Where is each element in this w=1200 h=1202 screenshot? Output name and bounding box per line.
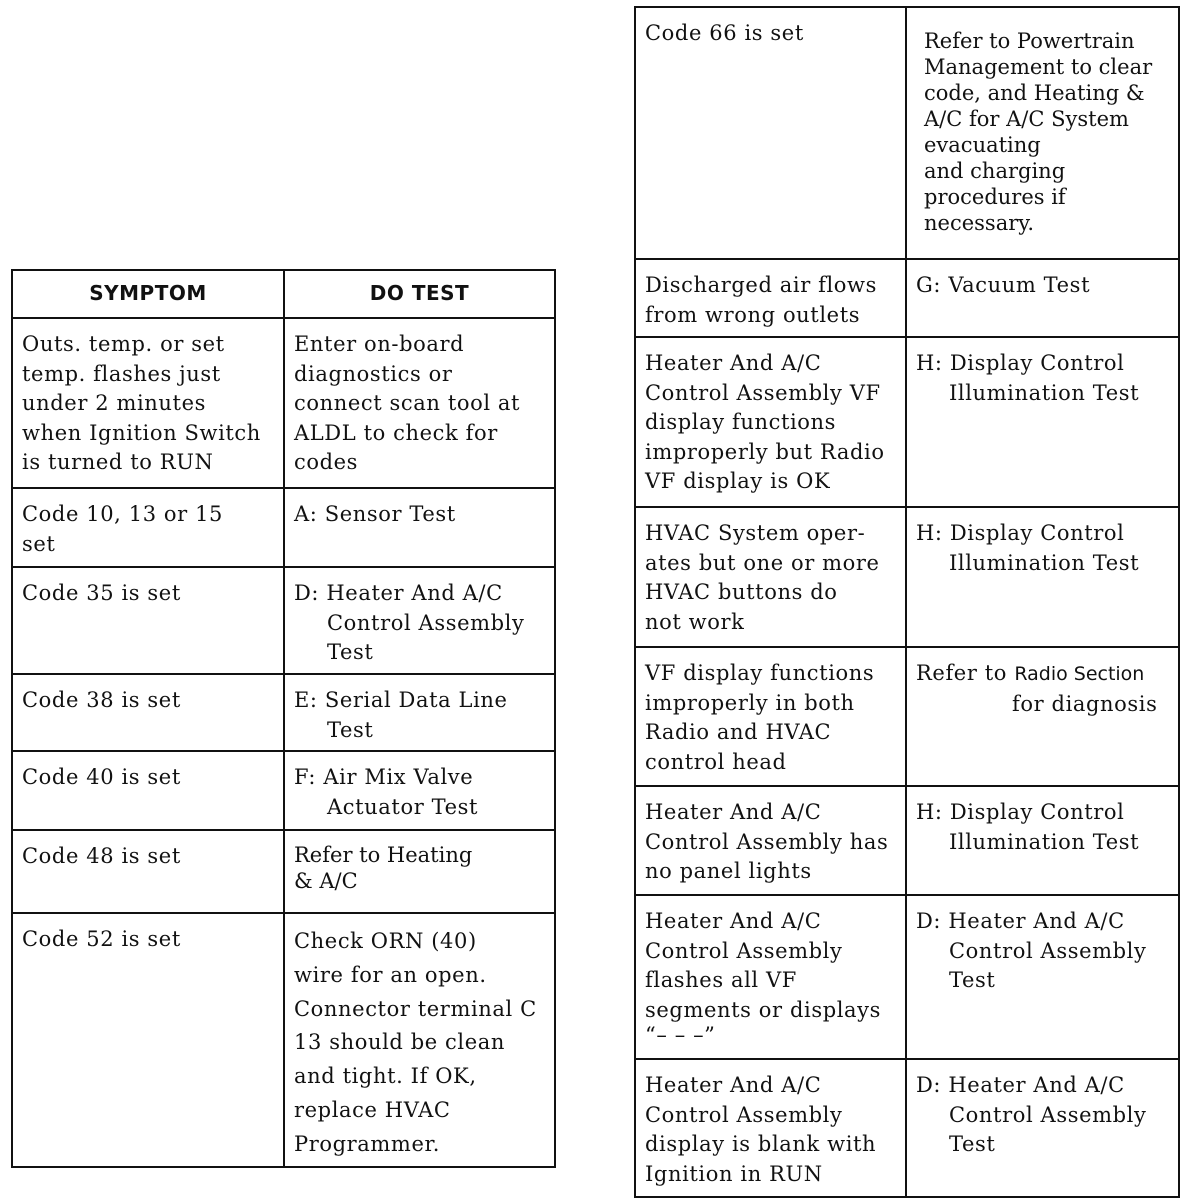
test-text: code, and Heating & <box>924 81 1145 105</box>
symptom-text: Control Assembly <box>645 938 843 963</box>
test-text: connect scan tool at <box>294 391 521 415</box>
test-text: Test <box>949 1132 996 1156</box>
symptom-text: HVAC buttons do <box>645 580 838 604</box>
symptom-text: Heater And A/C <box>645 909 822 933</box>
symptom-text: display functions <box>645 410 837 434</box>
symptom-cell <box>12 567 284 674</box>
symptom-text: improperly but Radio <box>645 439 885 464</box>
symptom-text: Code 52 is set <box>22 927 181 951</box>
symptom-text: “– – –” <box>645 1023 716 1047</box>
table-header-row <box>12 270 555 318</box>
symptom-text: HVAC System oper- <box>645 521 866 545</box>
symptom-text: Heater And A/C <box>645 800 822 824</box>
symptom-text: Code 10, 13 or 15 <box>22 502 224 526</box>
symptom-text: no panel lights <box>645 859 812 883</box>
test-text: D: Heater And A/C <box>294 581 503 605</box>
symptom-header: SYMPTOM <box>12 270 284 318</box>
test-cell <box>284 674 555 751</box>
test-text: Illumination Test <box>949 550 1140 575</box>
test-text: Test <box>327 640 374 664</box>
symptom-text: Code 66 is set <box>645 21 804 45</box>
table-row <box>12 567 555 674</box>
test-text: Programmer. <box>294 1131 441 1156</box>
table-row <box>635 259 1179 337</box>
test-cell <box>284 567 555 674</box>
test-text: Control Assembly <box>949 938 1147 963</box>
symptom-text: flashes all VF <box>645 968 797 992</box>
test-cell <box>284 913 555 1167</box>
test-text: and tight. If OK, <box>294 1064 477 1089</box>
test-text: wire for an open. <box>294 962 487 987</box>
symptom-text: VF display functions <box>645 661 875 685</box>
symptom-cell <box>12 674 284 751</box>
symptom-text: Code 38 is set <box>22 688 181 712</box>
symptom-text: when Ignition Switch <box>22 420 261 445</box>
symptom-text: not work <box>645 609 745 634</box>
symptom-cell <box>12 751 284 830</box>
test-text: replace HVAC <box>294 1097 451 1122</box>
symptom-cell <box>635 507 906 647</box>
test-text: F: Air Mix Valve <box>294 765 474 789</box>
test-text: Check ORN (40) <box>294 929 477 953</box>
test-text: 13 should be clean <box>294 1030 505 1055</box>
table-row <box>12 488 555 567</box>
symptom-text: Outs. temp. or set <box>22 332 225 356</box>
symptom-text: is turned to RUN <box>22 450 214 474</box>
test-text: Test <box>949 968 996 992</box>
table-row <box>635 7 1179 259</box>
test-cell <box>906 786 1179 895</box>
test-text: & A/C <box>294 869 358 893</box>
test-cell <box>906 259 1179 337</box>
test-text: Actuator Test <box>327 794 479 819</box>
test-text: Illumination Test <box>949 829 1140 854</box>
symptom-text: from wrong outlets <box>645 302 861 327</box>
symptom-text: ates but one or more <box>645 550 880 575</box>
right-diagnosis-table <box>634 6 1180 1198</box>
test-cell <box>284 318 555 488</box>
symptom-cell <box>635 647 906 786</box>
test-text: Connector terminal C <box>294 996 537 1021</box>
symptom-cell <box>12 913 284 1167</box>
table-row <box>12 830 555 913</box>
test-text: and charging <box>924 159 1066 183</box>
test-cell <box>906 647 1179 786</box>
table-row <box>635 786 1179 895</box>
radio-section-ref: Radio Section <box>1014 663 1145 685</box>
table-row <box>635 337 1179 507</box>
test-text <box>916 659 1170 690</box>
symptom-cell <box>12 318 284 488</box>
symptom-text: Control Assembly has <box>645 829 889 854</box>
symptom-text: Heater And A/C <box>645 351 822 375</box>
test-text: E: Serial Data Line <box>294 688 508 712</box>
symptom-text: segments or displays <box>645 997 882 1022</box>
symptom-cell <box>12 488 284 567</box>
table-row <box>12 674 555 751</box>
table-row <box>635 895 1179 1059</box>
test-text: diagnostics or <box>294 361 453 386</box>
left-diagnosis-table <box>11 269 556 1168</box>
test-text: A/C for A/C System <box>924 107 1129 131</box>
table-row <box>635 507 1179 647</box>
test-text: H: Display Control <box>916 351 1125 375</box>
do-test-header: DO TEST <box>284 270 555 318</box>
test-text: codes <box>294 450 359 474</box>
symptom-text: Code 48 is set <box>22 844 181 868</box>
symptom-cell <box>12 830 284 913</box>
test-text: Control Assembly <box>949 1102 1147 1127</box>
test-text: ALDL to check for <box>294 420 498 445</box>
test-text: D: Heater And A/C <box>916 1073 1125 1097</box>
test-cell <box>906 7 1179 259</box>
symptom-text: control head <box>645 749 787 774</box>
test-text: Refer to Powertrain <box>924 29 1135 53</box>
symptom-cell <box>635 895 906 1059</box>
symptom-text: improperly in both <box>645 690 855 715</box>
symptom-cell <box>635 1059 906 1197</box>
test-text: Illumination Test <box>949 380 1140 405</box>
test-text: Management to clear <box>924 55 1153 79</box>
symptom-text: temp. flashes just <box>22 361 221 386</box>
test-text: for diagnosis <box>1012 691 1158 716</box>
symptom-text: display is blank with <box>645 1132 877 1156</box>
symptom-cell <box>635 7 906 259</box>
symptom-cell <box>635 786 906 895</box>
table-row <box>12 318 555 488</box>
test-text: G: Vacuum Test <box>916 273 1091 297</box>
symptom-text: Control Assembly <box>645 1102 843 1127</box>
test-text: D: Heater And A/C <box>916 909 1125 933</box>
symptom-text: under 2 minutes <box>22 391 206 415</box>
test-text: H: Display Control <box>916 521 1125 545</box>
refer-prefix: Refer to <box>916 661 1008 685</box>
test-text: necessary. <box>924 211 1035 235</box>
symptom-cell <box>635 259 906 337</box>
test-text: Test <box>327 717 374 742</box>
test-text: H: Display Control <box>916 800 1125 824</box>
symptom-text: Control Assembly VF <box>645 380 881 405</box>
test-cell <box>906 1059 1179 1197</box>
test-text: procedures if <box>924 185 1066 209</box>
test-cell <box>906 507 1179 647</box>
symptom-text: Code 35 is set <box>22 581 181 605</box>
table-row <box>12 913 555 1167</box>
test-text: Refer to Heating <box>294 843 473 867</box>
symptom-text: Ignition in RUN <box>645 1161 823 1186</box>
table-row <box>12 751 555 830</box>
table-row <box>635 647 1179 786</box>
test-cell <box>284 751 555 830</box>
test-cell <box>284 488 555 567</box>
symptom-text: Code 40 is set <box>22 765 181 789</box>
symptom-text: set <box>22 531 56 556</box>
test-cell <box>906 337 1179 507</box>
symptom-text: Discharged air flows <box>645 273 877 297</box>
test-text: Enter on-board <box>294 332 465 356</box>
test-text: A: Sensor Test <box>294 502 456 526</box>
symptom-text: VF display is OK <box>645 469 831 493</box>
symptom-text: Radio and HVAC <box>645 720 832 744</box>
symptom-text: Heater And A/C <box>645 1073 822 1097</box>
test-text: Control Assembly <box>327 610 525 635</box>
test-cell <box>284 830 555 913</box>
test-cell <box>906 895 1179 1059</box>
test-text: evacuating <box>924 133 1041 157</box>
table-row <box>635 1059 1179 1197</box>
symptom-cell <box>635 337 906 507</box>
